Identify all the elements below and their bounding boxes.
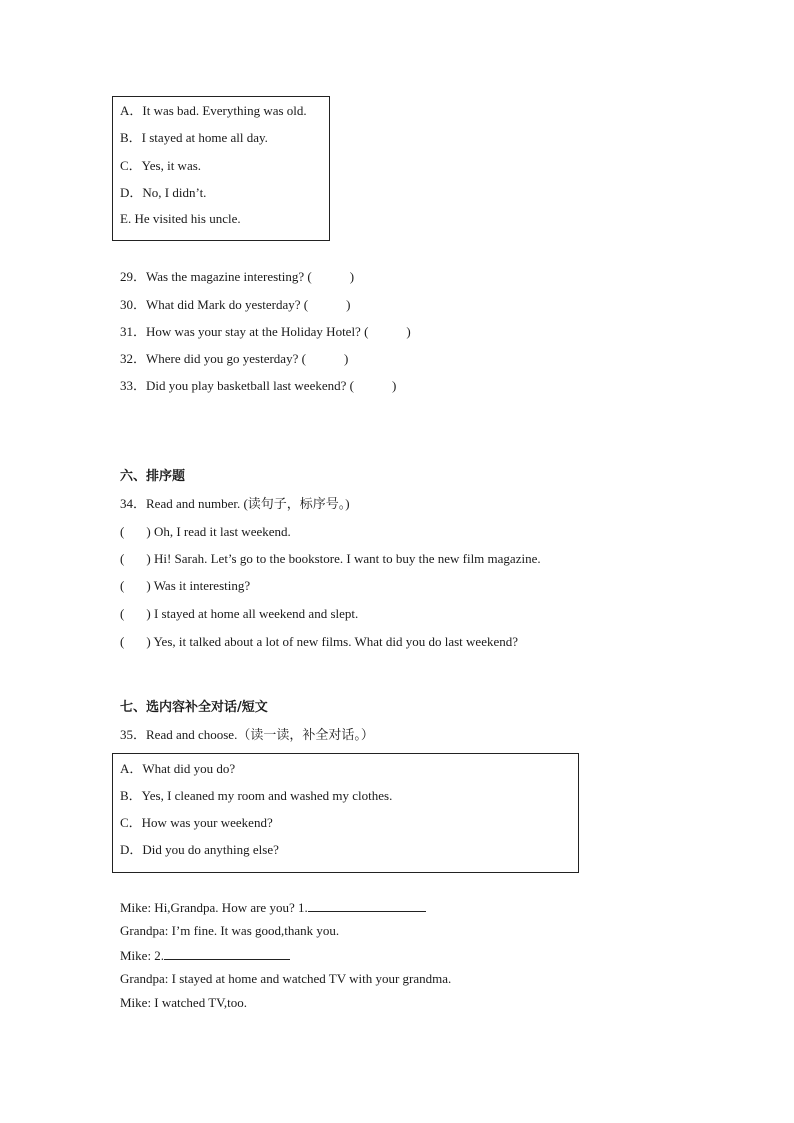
option-c — [120, 815, 273, 831]
option-text: Yes, it was. — [141, 158, 202, 173]
answer-blank-2[interactable] — [164, 947, 290, 960]
option-text: What did you do? — [142, 761, 236, 776]
paren-close: ) — [146, 551, 151, 566]
option-text: It was bad. Everything was old. — [142, 103, 307, 118]
dialogue-text: Grandpa: I’m fine. It was good,thank you. — [120, 923, 340, 938]
question-text: How was your stay at the Holiday Hotel? ( — [146, 324, 369, 339]
question-33 — [120, 378, 396, 394]
option-text: How was your weekend? — [141, 815, 273, 830]
option-d — [120, 842, 279, 858]
option-key: B． — [120, 788, 142, 803]
paren-close: ) — [349, 269, 355, 284]
paren-close: ) — [146, 606, 151, 621]
paren-open: ( — [120, 524, 125, 539]
question-text: Did you play basketball last weekend? ( — [146, 378, 354, 393]
option-key: C． — [120, 815, 142, 830]
section-7-title: 七、选内容补全对话/短文 — [120, 700, 268, 715]
question-text: Where did you go yesterday? ( — [146, 351, 306, 366]
paren-open: ( — [120, 634, 125, 649]
ordering-item — [120, 524, 291, 540]
section-7-instruction: 35．Read and choose.（读一读，补全对话。） — [120, 727, 374, 742]
dialogue-text: Mike: Hi,Grandpa. How are you? 1. — [120, 900, 308, 915]
question-31 — [120, 324, 411, 340]
option-key: D． — [120, 842, 143, 857]
question-number: 29． — [120, 269, 147, 284]
option-b — [120, 130, 268, 146]
dialogue-line — [120, 899, 426, 916]
ordering-item-text: I stayed at home all weekend and slept. — [153, 606, 359, 621]
option-text: He visited his uncle. — [134, 211, 241, 226]
question-number: 31． — [120, 324, 147, 339]
question-number: 32． — [120, 351, 147, 366]
ordering-item-text: Oh, I read it last weekend. — [153, 524, 291, 539]
section-6-title: 六、排序题 — [120, 469, 186, 484]
ordering-item — [120, 606, 358, 622]
option-key: A． — [120, 103, 143, 118]
option-d — [120, 185, 206, 201]
paren-open: ( — [120, 551, 125, 566]
dialogue-line — [120, 923, 339, 939]
dialogue-line — [120, 971, 451, 987]
paren-open: ( — [120, 578, 125, 593]
paren-close: ) — [391, 378, 397, 393]
paren-close: ) — [343, 351, 349, 366]
dialogue-line — [120, 947, 290, 964]
section-6-instruction: 34．Read and number. (读句子，标序号。) — [120, 496, 350, 511]
paren-close: ) — [146, 524, 151, 539]
option-text: I stayed at home all day. — [141, 130, 268, 145]
option-text: Yes, I cleaned my room and washed my clothes. — [141, 788, 393, 803]
paren-close: ) — [346, 297, 351, 312]
option-key: B． — [120, 130, 142, 145]
option-key: A． — [120, 761, 143, 776]
question-29 — [120, 269, 354, 285]
option-a — [120, 103, 307, 119]
paren-close: ) — [406, 324, 411, 339]
ordering-item — [120, 578, 250, 594]
ordering-item — [120, 551, 541, 567]
option-a — [120, 761, 235, 777]
ordering-item-text: Was it interesting? — [153, 578, 251, 593]
option-c — [120, 158, 201, 174]
option-text: Did you do anything else? — [142, 842, 279, 857]
question-number: 33． — [120, 378, 147, 393]
paren-close: ) — [146, 634, 151, 649]
option-b — [120, 788, 392, 804]
dialogue-line — [120, 995, 247, 1011]
ordering-item-text: Hi! Sarah. Let’s go to the bookstore. I want to buy the new film magazine. — [153, 551, 541, 566]
dialogue-text: Mike: I watched TV,too. — [120, 995, 247, 1010]
paren-open: ( — [120, 606, 125, 621]
ordering-item — [120, 634, 518, 650]
answer-blank-1[interactable] — [308, 899, 426, 912]
paren-close: ) — [146, 578, 151, 593]
ordering-item-text: Yes, it talked about a lot of new films. What did you do last weekend? — [153, 634, 519, 649]
question-32 — [120, 351, 348, 367]
question-text: What did Mark do yesterday? ( — [146, 297, 309, 312]
dialogue-text: Mike: 2. — [120, 948, 165, 963]
question-text: Was the magazine interesting? ( — [146, 269, 312, 284]
option-text: No, I didn’t. — [142, 185, 207, 200]
option-key: E. — [120, 211, 132, 226]
question-number: 30． — [120, 297, 147, 312]
dialogue-text: Grandpa: I stayed at home and watched TV with your grandma. — [120, 971, 452, 986]
question-30 — [120, 297, 350, 313]
option-e — [120, 211, 241, 227]
option-key: C． — [120, 158, 142, 173]
option-key: D． — [120, 185, 143, 200]
